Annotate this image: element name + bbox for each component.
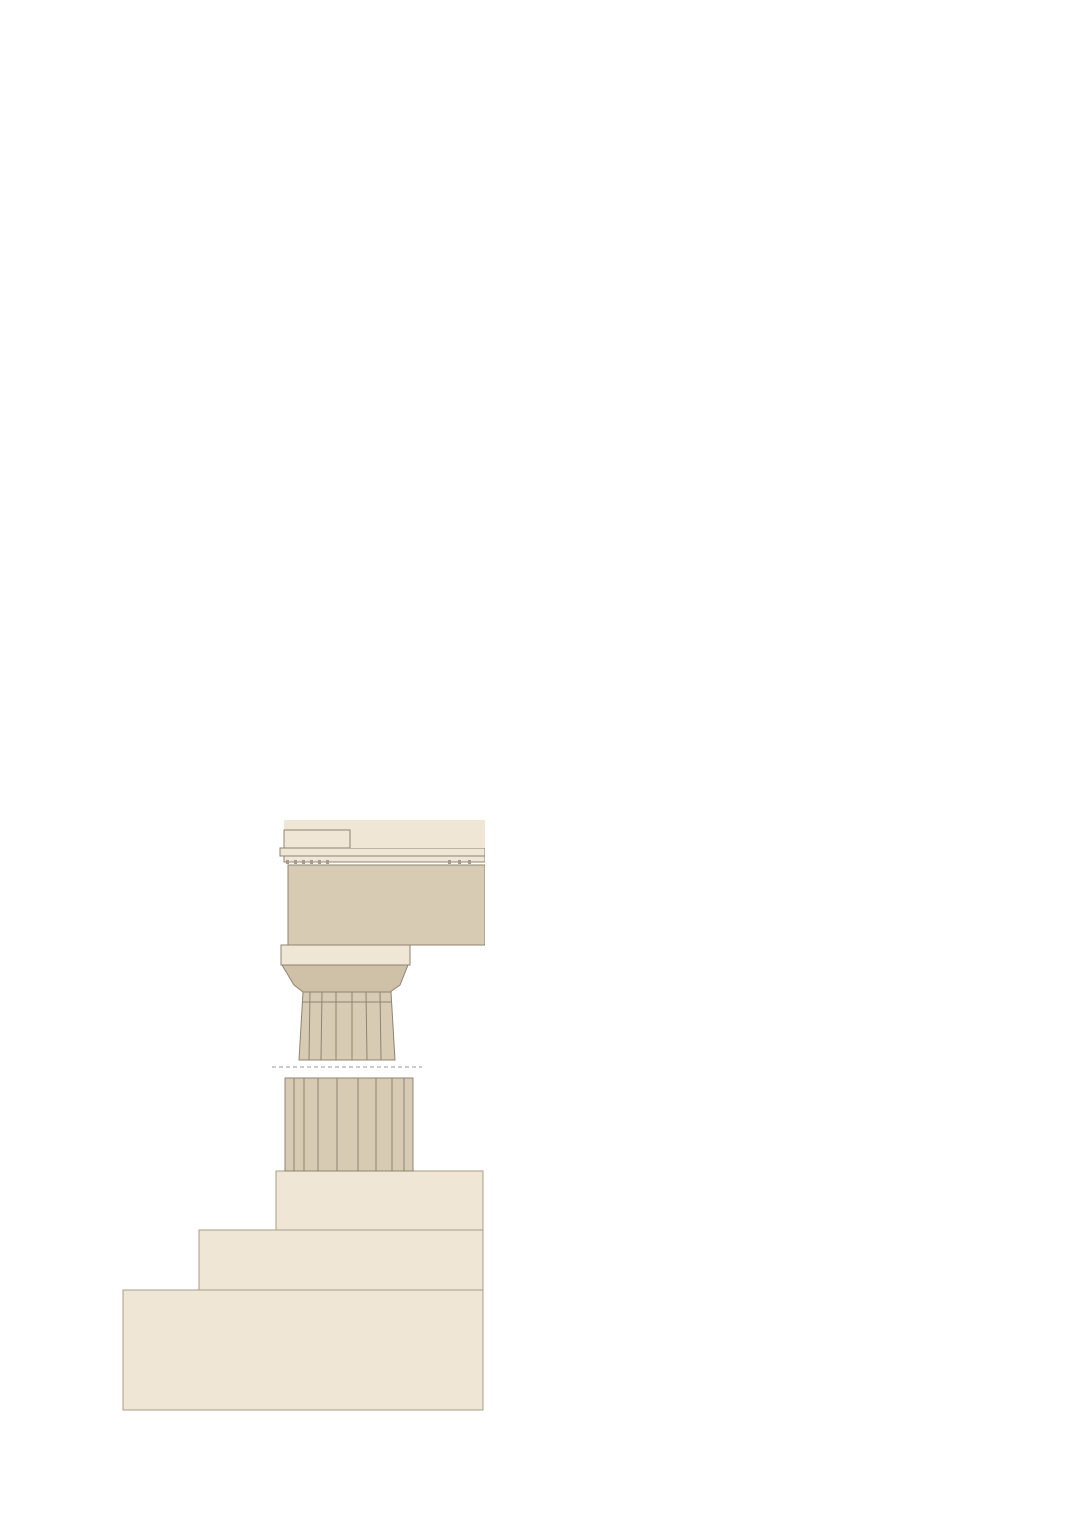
- section-ordini-architettonici: [103, 126, 977, 152]
- doric-order-diagram: [100, 640, 485, 1415]
- doric-order-illustration: [100, 640, 485, 1415]
